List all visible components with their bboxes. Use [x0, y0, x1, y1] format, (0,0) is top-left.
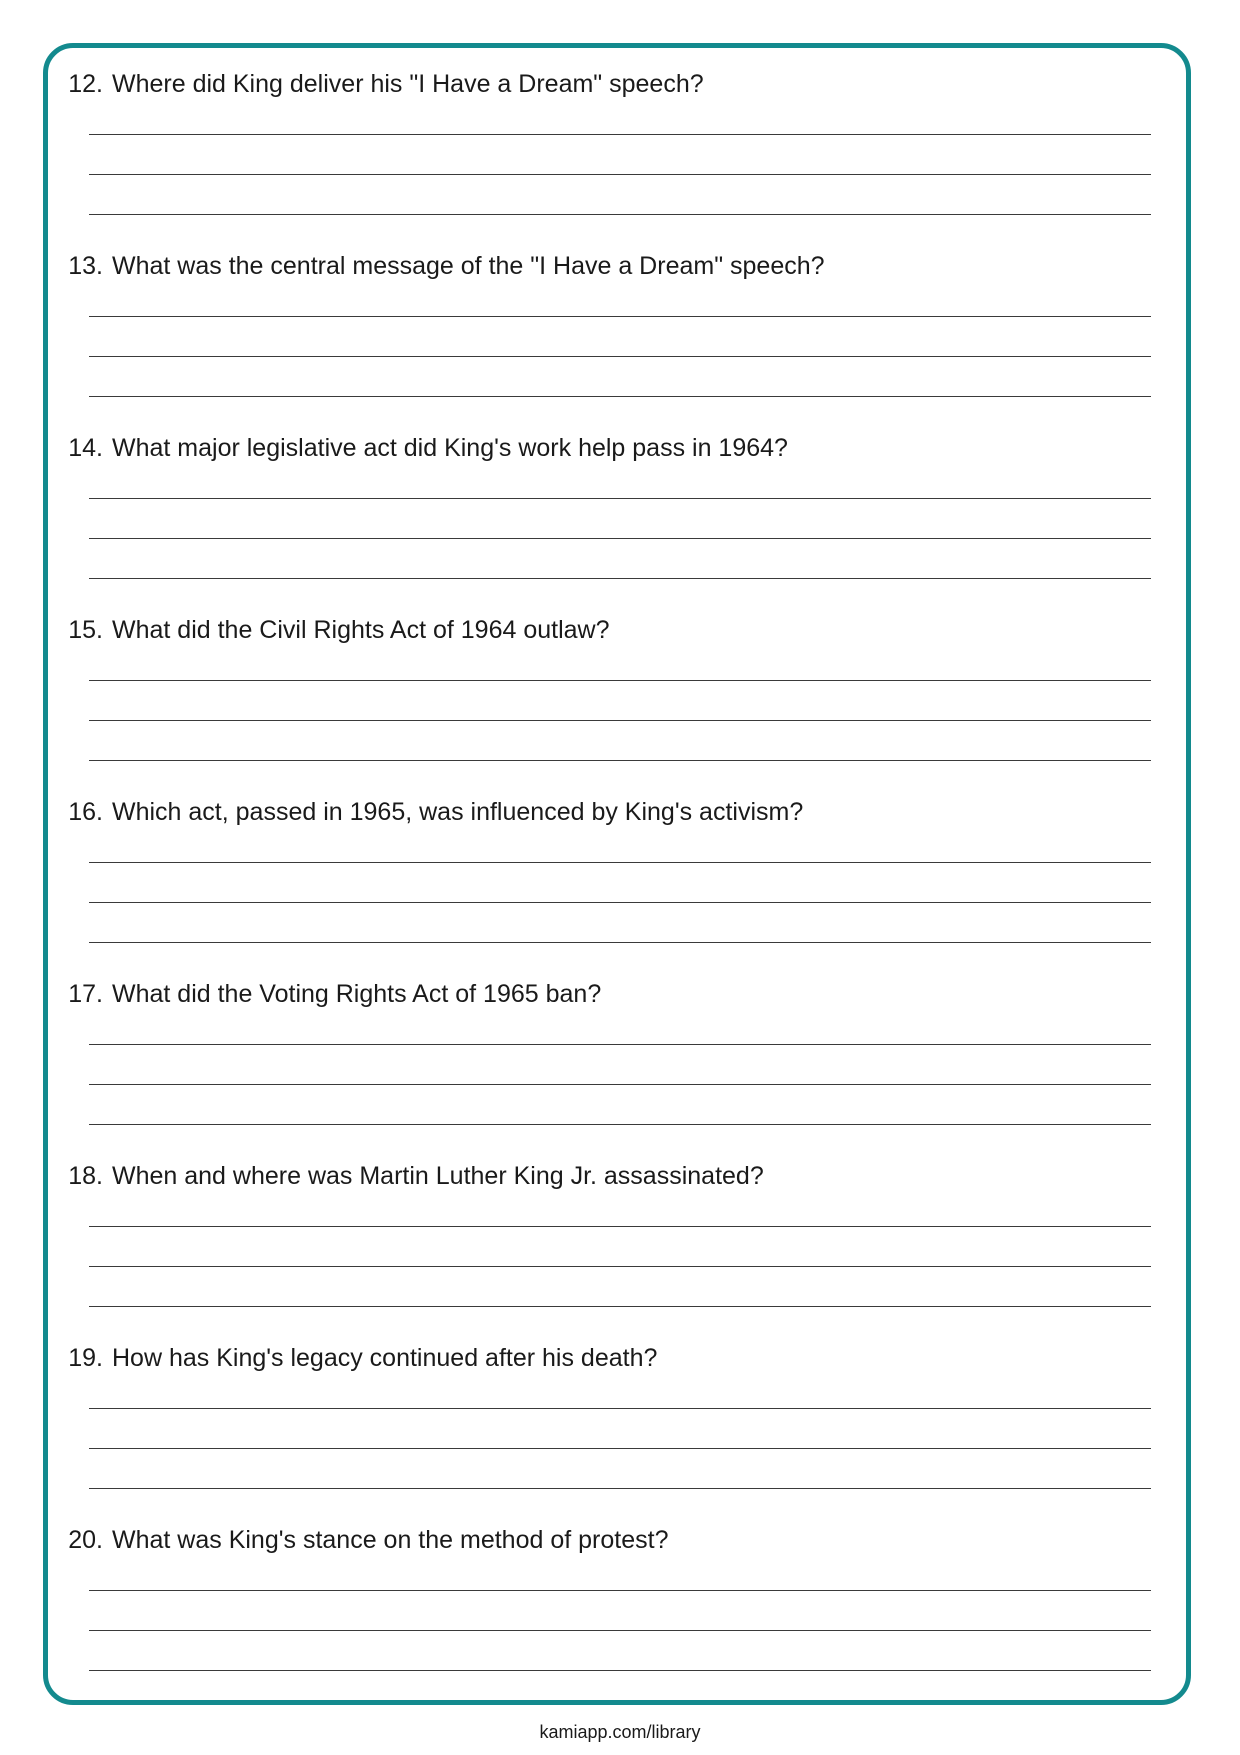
answer-line[interactable]	[89, 214, 1151, 215]
answer-line[interactable]	[89, 1448, 1151, 1449]
answer-line[interactable]	[89, 942, 1151, 943]
answer-line[interactable]	[89, 1226, 1151, 1227]
footer-url[interactable]: kamiapp.com/library	[539, 1722, 701, 1742]
question-text: What did the Voting Rights Act of 1965 ban?	[112, 980, 602, 1008]
answer-line[interactable]	[89, 1124, 1151, 1125]
question-number: 16.	[68, 798, 103, 826]
answer-line[interactable]	[89, 578, 1151, 579]
answer-line[interactable]	[89, 538, 1151, 539]
question-block	[0, 432, 1240, 614]
answer-line[interactable]	[89, 1670, 1151, 1671]
question-text: What did the Civil Rights Act of 1964 outlaw?	[112, 616, 610, 644]
answer-line[interactable]	[89, 1590, 1151, 1591]
answer-line[interactable]	[89, 396, 1151, 397]
answer-line[interactable]	[89, 498, 1151, 499]
question-block	[0, 250, 1240, 432]
question-text: Where did King deliver his "I Have a Dream" speech?	[112, 70, 704, 98]
question-number: 14.	[68, 434, 103, 462]
question-text: What was King's stance on the method of protest?	[112, 1526, 669, 1554]
answer-line[interactable]	[89, 316, 1151, 317]
question-text: What major legislative act did King's work help pass in 1964?	[112, 434, 788, 462]
answer-line[interactable]	[89, 680, 1151, 681]
question-text: How has King's legacy continued after his death?	[112, 1344, 658, 1372]
question-block	[0, 1160, 1240, 1342]
question-block	[0, 978, 1240, 1160]
question-block	[0, 796, 1240, 978]
answer-line[interactable]	[89, 1488, 1151, 1489]
question-text: What was the central message of the "I Have a Dream" speech?	[112, 252, 825, 280]
question-text: Which act, passed in 1965, was influenced by King's activism?	[112, 798, 804, 826]
question-block	[0, 614, 1240, 796]
question-text: When and where was Martin Luther King Jr. assassinated?	[112, 1162, 764, 1190]
answer-line[interactable]	[89, 1306, 1151, 1307]
answer-line[interactable]	[89, 902, 1151, 903]
question-block	[0, 68, 1240, 250]
question-number: 15.	[68, 616, 103, 644]
answer-line[interactable]	[89, 1266, 1151, 1267]
answer-line[interactable]	[89, 1044, 1151, 1045]
answer-line[interactable]	[89, 134, 1151, 135]
answer-line[interactable]	[89, 356, 1151, 357]
question-block	[0, 1524, 1240, 1706]
question-number: 19.	[68, 1344, 103, 1372]
question-number: 12.	[68, 70, 103, 98]
question-number: 20.	[68, 1526, 103, 1554]
answer-line[interactable]	[89, 862, 1151, 863]
answer-line[interactable]	[89, 1630, 1151, 1631]
question-number: 13.	[68, 252, 103, 280]
question-block	[0, 1342, 1240, 1524]
answer-line[interactable]	[89, 760, 1151, 761]
question-number: 18.	[68, 1162, 103, 1190]
answer-line[interactable]	[89, 720, 1151, 721]
question-number: 17.	[68, 980, 103, 1008]
answer-line[interactable]	[89, 1408, 1151, 1409]
answer-line[interactable]	[89, 174, 1151, 175]
answer-line[interactable]	[89, 1084, 1151, 1085]
